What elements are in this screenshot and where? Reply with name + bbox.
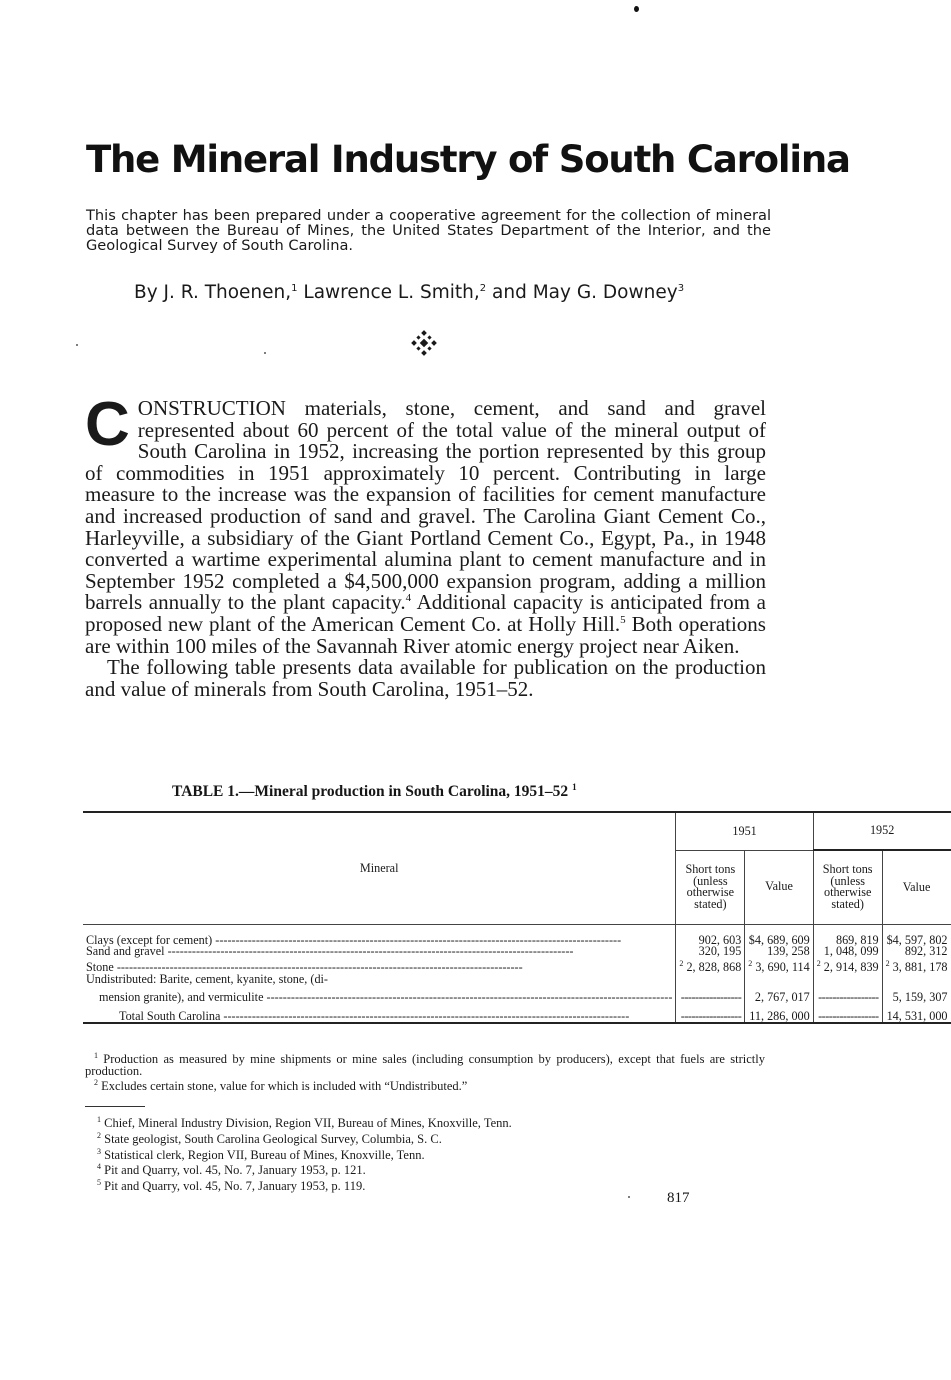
cell [745,958,813,974]
footnote [97,1130,697,1146]
table-notes [85,1050,765,1092]
table-row [83,924,951,946]
footnote-ref: 2 [97,1130,101,1140]
paragraph-text: Both operations are within 100 miles of the Savannah River atomic energy project near Aiken. [85,611,766,658]
row-label-text: Stone ----- [86,960,523,974]
footnote-ref: 1 [97,1115,101,1124]
cell: 5, 159, 307 [882,985,950,1003]
row-label [83,985,676,1003]
cell: 1, 048, 099 [813,946,882,958]
footnote-ref: 2 [679,958,684,968]
cell [813,1003,882,1023]
footnote-ref: 2 [816,958,821,968]
cell [882,973,950,985]
row-label [83,958,676,974]
column-header-value: Value [745,850,813,924]
body-text [85,390,767,701]
table-row [83,946,951,958]
drop-cap: C [85,390,130,459]
cell: 869, 819 [813,924,882,946]
table-note-text: Excludes certain stone, value for which is included with “Undistributed.” [98,1079,468,1094]
ornament-icon [410,330,438,356]
cell [745,973,813,985]
dash-placeholder [681,1009,742,1023]
ink-speck [264,352,266,354]
footnote-ref: 3 [97,1146,101,1156]
cell: 320, 195 [676,946,745,958]
cell: 14, 531, 000 [882,1003,950,1023]
author-thoenen: J. R. Thoenen, [163,282,292,303]
cell: $4, 689, 609 [745,924,813,946]
footnote-text: Pit and Quarry, vol. 45, No. 7, January 1953, p. 121. [101,1163,366,1178]
table-note [85,1050,765,1077]
cell [813,973,882,985]
footnote [97,1177,697,1193]
table-caption [172,782,692,801]
cell: 2, 767, 017 [745,985,813,1003]
chapter-subtitle: This chapter has been prepared under a cooperative agreement for the collection of mineral data between the Bureau of Mines, the United States Department of the Interior, and the Geological Survey of South Carolina. [86,207,771,254]
cell: $4, 597, 802 [882,924,950,946]
footnote-text: State geologist, South Carolina Geological Survey, Columbia, S. C. [101,1131,442,1146]
cell-value: 2, 914, 839 [823,959,879,974]
column-header-year: 1951 [676,812,813,850]
dash-placeholder [681,990,742,1004]
footnote-ref: 5 [97,1178,101,1187]
column-header-short-tons: Short tons (unless otherwise stated) [676,850,745,924]
paragraph [85,390,767,658]
table-note-text: Production as measured by mine shipments or mine sales (including consumption by producers), except that fuels are strictly production. [85,1052,765,1079]
row-label [83,1003,676,1023]
footnote-ref: 4 [405,592,412,605]
footnote [97,1114,697,1130]
column-header-short-tons: Short tons (unless otherwise stated) [813,850,882,924]
footnote-ref: 2 [94,1078,98,1088]
column-header-value: Value [882,850,950,924]
table-row [83,985,951,1003]
row-label: Undistributed: Barite, cement, kyanite, stone, (di- [86,971,328,986]
ink-speck [76,344,78,346]
cell [813,985,882,1003]
footnote-ref: 2 [885,958,890,968]
ink-speck [628,1196,630,1198]
footnote-ref: 2 [748,958,753,968]
footnotes [97,1114,697,1193]
footnote-text: Chief, Mineral Industry Division, Region VII, Bureau of Mines, Knoxville, Tenn. [101,1116,512,1131]
footnote [97,1146,697,1162]
cell [676,958,745,974]
row-label [83,924,676,946]
footnote-ref: 5 [620,613,626,626]
cell-value: 3, 690, 114 [755,959,810,974]
table-row [83,973,951,985]
cell: 902, 603 [676,924,745,946]
column-header-year: 1952 [813,812,950,850]
row-label-text: Clays (except for cement) ----- [86,933,621,947]
cell: 892, 312 [882,946,950,958]
cell [676,1003,745,1023]
row-label [83,946,676,958]
table-note [85,1077,765,1092]
row-label-text: mension granite), and vermiculite ----- [99,990,672,1004]
table-row [83,958,951,974]
cell [676,973,745,985]
author-downey: and May G. Downey [486,282,678,303]
footnote-separator [85,1106,145,1107]
row-label-text: Sand and gravel ----- [86,944,573,958]
page-number: 817 [667,1190,690,1206]
cell: 139, 258 [745,946,813,958]
paragraph-text: ONSTRUCTION materials, stone, cement, and sand and gravel represented about 60 percent of the total value of the mineral output of South Carolina in 1952, increasing the portion represented by this group of commodities in 1951 approximately 10 percent. Contributing in large measure to the increase was the expansion of facilities for cement manufacture and increased production of sand and gravel. The Carolina Giant Cement Co., Harleyville, a subsidiary of the Giant Portland Cement Co., Egypt, Pa., in 1948 converted a wartime experimental alumina plant to cement manufacture and in September 1952 completed a $4,500,000 expansion program, adding a million barrels annually to the plant capacity. [85,396,766,615]
footnote-ref: 1 [94,1051,98,1060]
footnote-ref: 1 [572,782,577,792]
cell-value: 2, 828, 868 [686,959,742,974]
mineral-production-table [83,811,951,1024]
cell [676,985,745,1003]
dash-placeholder [818,1009,879,1023]
footnote-ref: 1 [291,282,298,294]
footnote [97,1161,697,1177]
footnote-text: Statistical clerk, Region VII, Bureau of Mines, Knoxville, Tenn. [101,1147,425,1162]
byline [134,282,774,303]
cell-value: 3, 881, 178 [892,959,948,974]
ink-speck [634,6,639,12]
author-smith: Lawrence L. Smith, [297,282,480,303]
cell: 11, 286, 000 [745,1003,813,1023]
dash-placeholder [818,990,879,1004]
footnote-ref: 3 [677,282,685,294]
footnote-ref: 2 [479,282,487,294]
column-header-mineral: Mineral [83,812,676,924]
cell [813,958,882,974]
cell [882,958,950,974]
paragraph-text: Additional capacity is anticipated from a proposed new plant of the American Cement Co. at Holly Hill. [85,590,767,636]
row-label-text: Total South Carolina ----- [119,1009,629,1023]
paragraph: The following table presents data available for publication on the production and value of minerals from South Carolina, 1951–52. [85,655,766,701]
table-row-total [83,1003,951,1023]
byline-prefix: By [134,282,164,303]
page-title: The Mineral Industry of South Carolina [86,138,850,181]
footnote-ref: 4 [97,1162,101,1172]
table-caption-text: TABLE 1.—Mineral production in South Carolina, 1951–52 [172,783,569,801]
footnote-text: Pit and Quarry, vol. 45, No. 7, January 1953, p. 119. [101,1179,366,1194]
